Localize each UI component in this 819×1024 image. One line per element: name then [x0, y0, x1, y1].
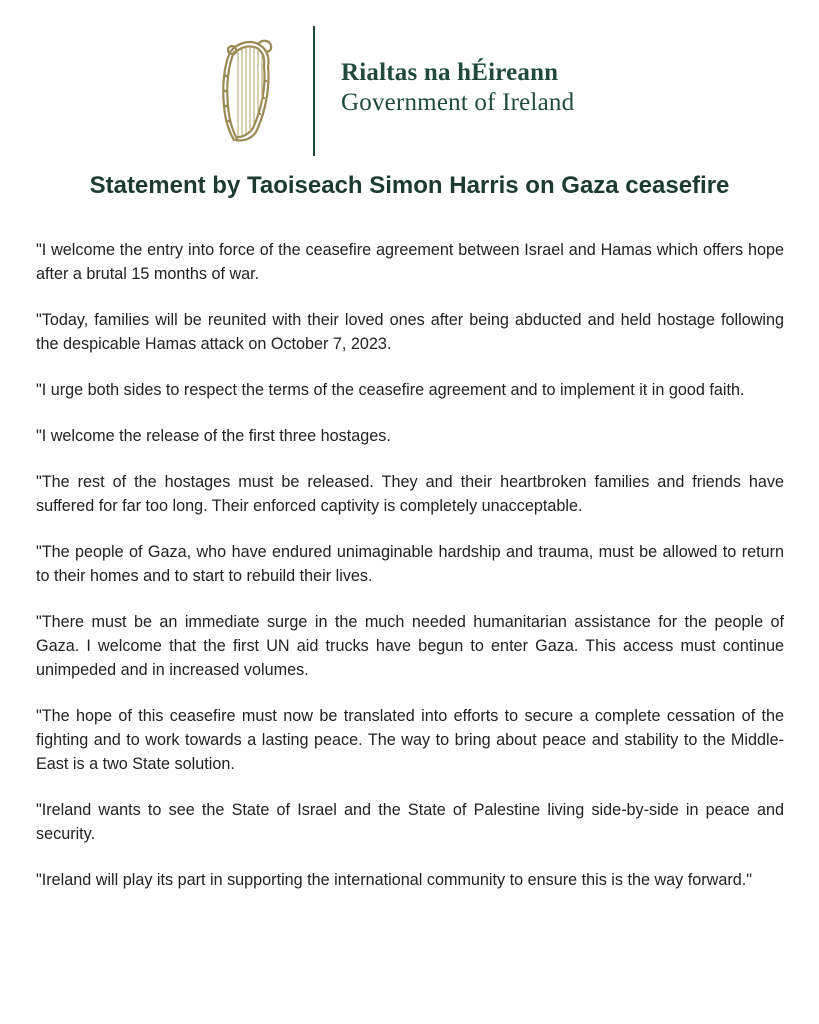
statement-paragraph: "Ireland will play its part in supporting the international community to ensure this is the way forward."	[36, 871, 752, 889]
statement-paragraph: "The hope of this ceasefire must now be translated into efforts to secure a complete cessation of the fighting and to work towards a lasting peace. The way to bring about peace and stability to the Middle-East is a two State solution.	[36, 707, 784, 773]
statement-paragraph: "Today, families will be reunited with their loved ones after being abducted and held hostage following the despicable Hamas attack on October 7, 2023.	[36, 311, 784, 353]
government-wordmark	[341, 58, 574, 118]
statement-body	[36, 238, 784, 914]
statement-paragraph: "I welcome the release of the first three hostages.	[36, 427, 391, 445]
english-name: Government of Ireland	[341, 89, 575, 116]
statement-paragraph: "There must be an immediate surge in the much needed humanitarian assistance for the people of Gaza. I welcome that the first UN aid trucks have begun to enter Gaza. This access must continue unimpeded and in increased volumes.	[36, 613, 784, 679]
statement-title: Statement by Taoiseach Simon Harris on Gaza ceasefire	[89, 172, 730, 199]
statement-paragraph: "The people of Gaza, who have endured unimaginable hardship and trauma, must be allowed to return to their homes and to start to rebuild their lives.	[36, 543, 784, 585]
statement-paragraph: "Ireland wants to see the State of Israel and the State of Palestine living side-by-side in peace and security.	[36, 801, 784, 843]
header	[0, 0, 819, 170]
irish-name: Rialtas na hÉireann	[341, 59, 559, 86]
statement-paragraph: "The rest of the hostages must be released. They and their heartbroken families and friends have suffered for far too long. Their enforced captivity is completely unacceptable.	[36, 473, 784, 515]
statement-paragraph: "I welcome the entry into force of the ceasefire agreement between Israel and Hamas which offers hope after a brutal 15 months of war.	[36, 241, 784, 283]
header-divider	[313, 26, 315, 156]
harp-icon	[216, 36, 278, 144]
statement-paragraph: "I urge both sides to respect the terms of the ceasefire agreement and to implement it in good faith.	[36, 381, 745, 399]
